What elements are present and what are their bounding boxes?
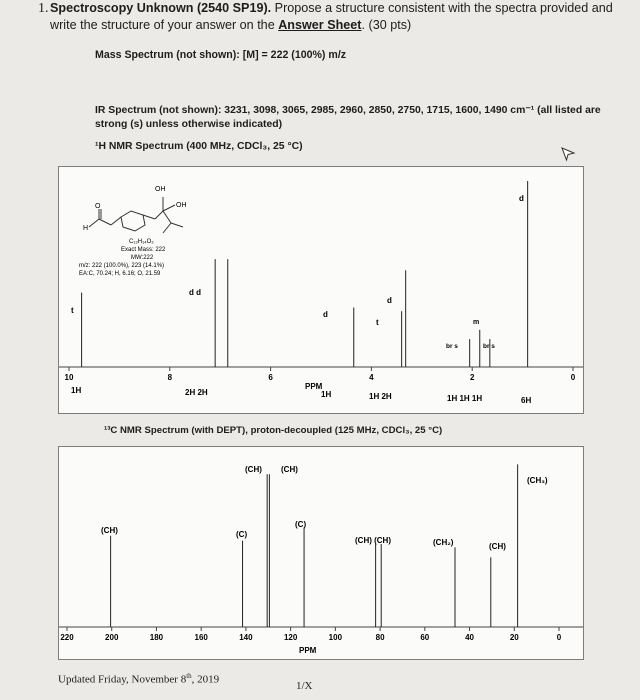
h-peak-label-t1: t: [71, 306, 74, 315]
updated-date: Updated Friday, November 8th, 2019: [58, 672, 220, 686]
h-integration-4: 1H 2H: [369, 392, 392, 401]
h-peak-label-d3: d: [519, 194, 524, 203]
h-peak-label-brs2: br s: [483, 343, 495, 350]
molecule-structure: [89, 197, 183, 233]
h-nmr-title: ¹H NMR Spectrum (400 MHz, CDCl₃, 25 °C): [95, 141, 303, 152]
question-number: 1.: [38, 1, 49, 16]
c-dept-label-8: (CH): [489, 542, 506, 551]
c-nmr-chart: [58, 446, 584, 660]
question-prompt-1: Propose a structure consistent with the spectra provided and: [271, 1, 613, 15]
c-dept-label-3: (CH): [281, 465, 298, 474]
formula-text: C₁₃H₁₄O₃: [129, 239, 154, 245]
exact-mass-text: Exact Mass: 222: [121, 247, 166, 253]
h-peak-label-dd: d d: [189, 288, 201, 297]
c-nmr-title: ¹³C NMR Spectrum (with DEPT), proton-decoupled (125 MHz, CDCl₃, 25 °C): [104, 425, 443, 436]
mw-text: MW:222: [131, 255, 154, 261]
h-tick-label-2: 2: [469, 373, 475, 382]
c-tick-label-160: 160: [194, 633, 208, 642]
page-number: 1/X: [296, 680, 313, 692]
c-tick-label-200: 200: [105, 633, 119, 642]
o-label: O: [95, 203, 101, 210]
h-integration-5: 1H 1H 1H: [447, 394, 483, 403]
c-axis-label: PPM: [299, 646, 317, 655]
h-tick-label-6: 6: [268, 373, 273, 382]
h-tick-label-4: 4: [369, 373, 374, 382]
c-dept-label-2: (CH): [245, 465, 262, 474]
h-nmr-chart: [58, 166, 584, 414]
c-tick-label-40: 40: [465, 633, 474, 642]
c-peaks-group: [111, 464, 518, 627]
c-dept-label-6: (CH) (CH): [355, 536, 391, 545]
h-axis-label: PPM: [305, 382, 323, 391]
h-peak-label-brs1: br s: [446, 343, 458, 350]
question-prompt-2a: write the structure of your answer on the: [50, 18, 279, 32]
c-tick-label-80: 80: [375, 633, 385, 642]
h-label: H: [83, 225, 89, 232]
c-dept-label-1: (CH): [101, 526, 118, 535]
question-title: Spectroscopy Unknown (2540 SP19).: [50, 1, 272, 15]
ir-line-2: strong (s) unless otherwise indicated): [95, 119, 283, 130]
h-integration-6: 6H: [521, 396, 532, 405]
answer-sheet-link: Answer Sheet: [278, 18, 362, 32]
c-tick-label-180: 180: [149, 633, 164, 642]
h-peak-label-d2: d: [387, 296, 392, 305]
h-ticks-group: [65, 367, 576, 382]
h-integration-2: 2H 2H: [185, 388, 208, 397]
c-tick-label-60: 60: [420, 633, 430, 642]
c-tick-label-220: 220: [60, 633, 74, 642]
c-tick-label-140: 140: [239, 633, 253, 642]
ir-line-1: IR Spectrum (not shown): 3231, 3098, 3065, 2985, 2960, 2850, 2750, 1715, 1600, 1490 cm⁻¹ (all listed are: [95, 105, 601, 116]
mass-spectrum-line: Mass Spectrum (not shown): [M] = 222 (100%) m/z: [95, 49, 347, 61]
c-tick-label-100: 100: [328, 633, 343, 642]
question-prompt-2b: . (30 pts): [361, 18, 412, 32]
h-tick-label-10: 10: [64, 373, 74, 382]
h-tick-label-8: 8: [167, 373, 173, 382]
cursor-icon: [560, 146, 576, 162]
c-dept-label-9: (CH₃): [527, 476, 548, 485]
oh-label-top: OH: [155, 186, 166, 193]
h-peak-label-t2: t: [376, 318, 379, 327]
h-peak-label-d1: d: [323, 310, 328, 319]
c-tick-label-0: 0: [556, 633, 562, 642]
mz-text: m/z: 222 (100.0%), 223 (14.1%): [79, 263, 165, 269]
h-peak-label-m: m: [473, 319, 480, 326]
c-tick-label-20: 20: [509, 633, 519, 642]
ir-spectrum-text: [95, 104, 635, 132]
question-header: [38, 0, 630, 34]
h-tick-label-0: 0: [570, 373, 576, 382]
c-dept-label-5: (C): [295, 520, 307, 529]
c-tick-label-120: 120: [283, 633, 298, 642]
h-integration-1: 1H: [71, 386, 82, 395]
c-dept-label-7: (CH₂): [433, 538, 454, 547]
oh-label-right: OH: [176, 202, 187, 209]
c-ticks-group: [60, 627, 561, 642]
h-integration-3: 1H: [321, 390, 332, 399]
c-dept-label-4: (C): [236, 530, 248, 539]
ea-text: EA:C, 70.24; H, 6.16; O, 21.59: [79, 271, 161, 277]
